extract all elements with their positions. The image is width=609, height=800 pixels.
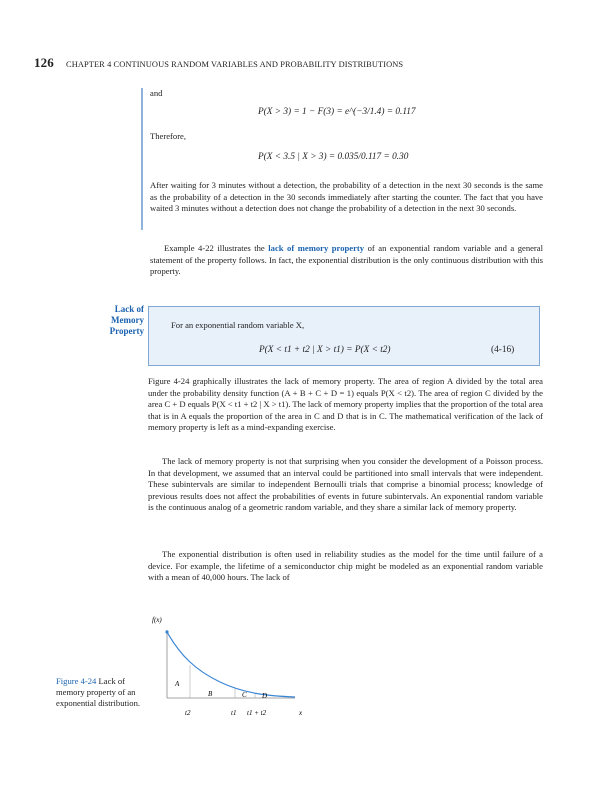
margin-label-line: Lack of: [114, 304, 144, 314]
paragraph-figure-description: Figure 4-24 graphically illustrates the lack of memory property. The area of region A divided by the total area under the probability density function (A + B + C + D = 1) equals P(X < t2). The area of region C divided by the area C + D equals P(X < t1 + t2 | X > t1). The lack of memory property implies that the proportion of the total area that is in A equals the proportion of the area in C and D that is in C. The mathematical verification of the lack of memory property is left as a mind-expanding exercise.: [148, 376, 543, 432]
region-label-c: C: [242, 691, 247, 699]
page-number: 126: [34, 55, 54, 70]
paragraph-after-waiting: After waiting for 3 minutes without a detection, the probability of a detection in the next 30 seconds is the same as the probability of a detection in the 30 seconds immediately after starting the counter. The fact that you have waited 3 minutes without a detection does not change the probability of a detection in the next 30 seconds.: [150, 180, 543, 213]
and-text: and: [150, 88, 163, 98]
equation-exceedance: [258, 107, 558, 117]
running-header: [34, 55, 594, 71]
exponential-figure: [150, 610, 320, 722]
margin-label-lack-of-memory: [60, 304, 144, 337]
tick-label-t1-plus-t2: t1 + t2: [247, 709, 267, 717]
chapter-title: CHAPTER 4 CONTINUOUS RANDOM VARIABLES AND PROBABILITY DISTRIBUTIONS: [66, 60, 404, 69]
tick-label-t2: t2: [185, 709, 191, 717]
density-curve: [167, 632, 295, 697]
equation-exceedance-text: P(X > 3) = 1 − F(3) = e^(−3/1.4) = 0.117: [258, 107, 416, 117]
equation-number: (4-16): [491, 345, 515, 355]
margin-label-line: Memory: [111, 315, 144, 325]
region-label-a: A: [175, 680, 180, 688]
region-label-d: D: [262, 692, 268, 700]
x-axis-label: x: [299, 709, 303, 717]
y-axis-label: f(x): [152, 616, 162, 624]
figure-caption-label: Figure 4-24: [56, 676, 97, 686]
example-sidebar-rule: [141, 88, 143, 230]
margin-label-line: Property: [109, 326, 144, 336]
example-post: of an exponential random variable and a general statement of the property follows. In fact, the exponential distribution is the only continuous distribution with this property.: [150, 243, 543, 276]
paragraph-example: [150, 243, 543, 278]
region-label-b: B: [208, 690, 213, 698]
figure-caption-text: Lack of memory property of an exponential distribution.: [56, 676, 141, 708]
definition-box: [148, 306, 540, 366]
therefore-text: Therefore,: [150, 131, 187, 141]
curve-start-dot: [165, 630, 168, 633]
definition-text: For an exponential random variable X,: [171, 320, 305, 330]
figure-caption: [56, 676, 142, 709]
lack-of-memory-term: lack of memory property: [268, 243, 365, 253]
equation-conditional-text: P(X < 3.5 | X > 3) = 0.035/0.117 = 0.30: [258, 152, 409, 162]
equation-conditional: [258, 152, 558, 162]
example-pre: Example 4-22 illustrates the: [164, 243, 269, 253]
definition-equation: P(X < t1 + t2 | X > t1) = P(X < t2): [259, 345, 391, 355]
tick-label-t1: t1: [231, 709, 237, 717]
paragraph-reliability: The exponential distribution is often used in reliability studies as the model for the time until failure of a device. For example, the lifetime of a semiconductor chip might be modeled as an exponential random variable with a mean of 40,000 hours. The lack of: [148, 549, 543, 582]
paragraph-poisson: The lack of memory property is not that surprising when you consider the development of a Poisson process. In that development, we assumed that an interval could be partitioned into small intervals that were independent. These subintervals are similar to independent Bernoulli trials that comprise a binomial process; knowledge of previous results does not affect the probabilities of events in future subintervals. An exponential random variable is the continuous analog of a geometric random variable, and they share a similar lack of memory property.: [148, 456, 543, 512]
